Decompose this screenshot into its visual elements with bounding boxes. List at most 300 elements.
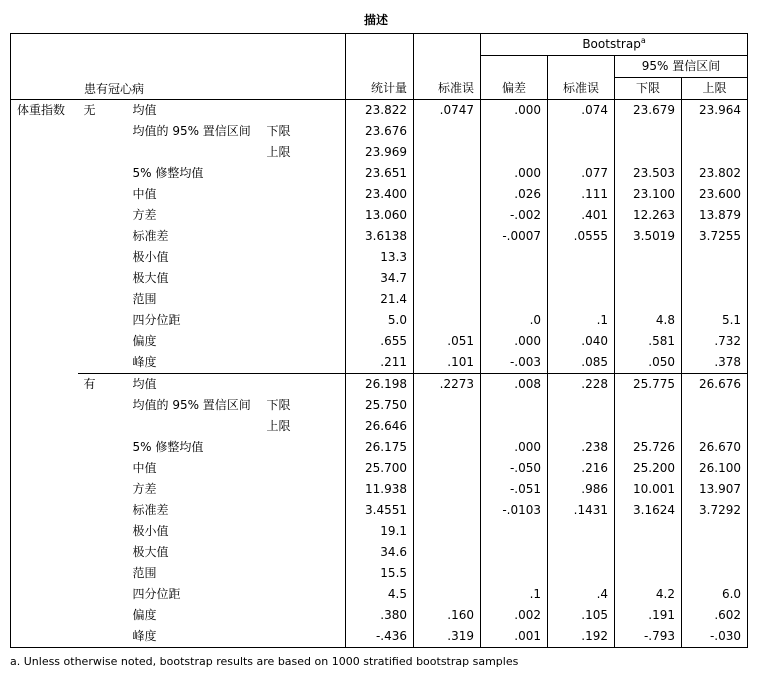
bound-label-cell — [261, 626, 346, 648]
bound-label-cell — [261, 247, 346, 268]
statistic-name-cell — [127, 142, 261, 163]
statistic-name-cell: 方差 — [132, 482, 157, 496]
group-cell — [78, 121, 127, 142]
table-row — [11, 563, 748, 584]
ci-upper-cell: 26.676 — [682, 374, 748, 396]
std-error-cell: .160 — [414, 605, 481, 626]
std-error-cell — [414, 289, 481, 310]
bound-label-cell — [261, 479, 346, 500]
bootstrap-std-error-cell: .111 — [548, 184, 615, 205]
table-row — [11, 289, 748, 310]
bias-cell — [481, 247, 548, 268]
ci-lower-cell — [615, 395, 682, 416]
bias-cell: .002 — [481, 605, 548, 626]
bootstrap-std-error-cell: .0555 — [548, 226, 615, 247]
variable-cell — [11, 121, 78, 142]
bootstrap-header: Bootstrap$^a$ — [481, 34, 748, 56]
statistic-cell: 23.651 — [346, 163, 414, 184]
table-row — [11, 521, 748, 542]
bound-label-cell — [261, 437, 346, 458]
bound-label-cell — [261, 163, 346, 184]
group-cell — [78, 331, 127, 352]
bias-cell — [481, 142, 548, 163]
bound-label-cell — [261, 268, 346, 289]
bootstrap-std-error-cell: .238 — [548, 437, 615, 458]
variable-cell — [11, 458, 78, 479]
bootstrap-std-error-cell: .228 — [548, 374, 615, 396]
variable-cell — [11, 289, 78, 310]
ci-lower-cell: 25.726 — [615, 437, 682, 458]
bound-label-cell — [261, 184, 346, 205]
statistic-cell: 21.4 — [346, 289, 414, 310]
bound-label-cell — [261, 584, 346, 605]
ci-lower-cell — [615, 121, 682, 142]
table-header — [11, 34, 748, 100]
table-row — [11, 205, 748, 226]
bound-label-cell: 下限 — [266, 124, 291, 138]
statistic-cell: .380 — [346, 605, 414, 626]
table-row — [11, 226, 748, 247]
group-cell — [78, 226, 127, 247]
bias-cell — [481, 542, 548, 563]
bound-label-cell — [261, 100, 346, 122]
variable-cell — [11, 626, 78, 648]
bootstrap-std-error-cell: .4 — [548, 584, 615, 605]
std-error-cell: .2273 — [414, 374, 481, 396]
ci-lower-cell: -.793 — [615, 626, 682, 648]
bias-cell: -.050 — [481, 458, 548, 479]
std-error-cell — [414, 542, 481, 563]
group-cell — [78, 247, 127, 268]
std-error-cell — [414, 437, 481, 458]
ci-lower-cell: 10.001 — [615, 479, 682, 500]
bound-label-cell — [261, 205, 346, 226]
std-error-cell — [414, 395, 481, 416]
ci-upper-cell — [682, 247, 748, 268]
std-error-cell: .101 — [414, 352, 481, 374]
ci-lower-cell: .581 — [615, 331, 682, 352]
variable-cell — [11, 521, 78, 542]
ci-upper-cell: .732 — [682, 331, 748, 352]
ci-lower-cell: 3.1624 — [615, 500, 682, 521]
bias-cell: -.0007 — [481, 226, 548, 247]
bootstrap-std-error-cell: .077 — [548, 163, 615, 184]
ci-upper-cell: 23.802 — [682, 163, 748, 184]
statistic-name-cell: 均值的 95% 置信区间 — [132, 124, 251, 138]
statistic-name-cell: 偏度 — [132, 334, 157, 348]
group-cell — [78, 626, 127, 648]
group-cell: 有 — [78, 374, 127, 396]
group-cell — [78, 479, 127, 500]
statistic-cell: 26.646 — [346, 416, 414, 437]
ci-upper-cell — [682, 395, 748, 416]
table-row — [11, 584, 748, 605]
table-row — [11, 163, 748, 184]
table-row — [11, 626, 748, 648]
ci-upper-cell — [682, 416, 748, 437]
statistic-name-cell — [127, 416, 261, 437]
bias-cell: -.051 — [481, 479, 548, 500]
bootstrap-std-error-cell: .105 — [548, 605, 615, 626]
bootstrap-std-error-cell — [548, 542, 615, 563]
bias-header: 偏差 — [481, 56, 548, 100]
bias-cell — [481, 268, 548, 289]
ci-upper-cell: 23.964 — [682, 100, 748, 122]
statistic-cell: 23.676 — [346, 121, 414, 142]
statistic-name-cell: 均值 — [127, 100, 261, 122]
ci-upper-cell — [682, 289, 748, 310]
group-cell — [78, 163, 127, 184]
group-cell — [78, 395, 127, 416]
statistic-name-cell: 标准差 — [132, 503, 169, 517]
table-row — [11, 395, 748, 416]
bound-label-cell — [261, 605, 346, 626]
group-cell — [78, 605, 127, 626]
bias-cell — [481, 416, 548, 437]
ci-header: 95% 置信区间 — [615, 56, 748, 78]
bias-cell: .1 — [481, 584, 548, 605]
bootstrap-std-error-cell — [548, 289, 615, 310]
variable-cell — [11, 584, 78, 605]
bootstrap-std-error-cell: .085 — [548, 352, 615, 374]
ci-upper-cell: 6.0 — [682, 584, 748, 605]
group-cell — [78, 437, 127, 458]
bound-label-cell — [261, 563, 346, 584]
statistic-name-cell: 标准差 — [132, 229, 169, 243]
variable-cell — [11, 163, 78, 184]
table-row — [11, 605, 748, 626]
statistic-name-cell: 均值 — [127, 374, 261, 396]
ci-lower-cell — [615, 268, 682, 289]
bias-cell — [481, 121, 548, 142]
table-row — [11, 142, 748, 163]
bias-cell: .026 — [481, 184, 548, 205]
bound-label-cell — [261, 331, 346, 352]
group-cell: 无 — [78, 100, 127, 122]
ci-upper-cell: 13.907 — [682, 479, 748, 500]
std-error-cell — [414, 521, 481, 542]
ci-lower-cell: .191 — [615, 605, 682, 626]
bootstrap-std-error-cell: .040 — [548, 331, 615, 352]
std-error-cell — [414, 142, 481, 163]
bootstrap-std-error-cell: .401 — [548, 205, 615, 226]
group-cell — [78, 500, 127, 521]
ci-lower-cell — [615, 563, 682, 584]
ci-lower-cell — [615, 247, 682, 268]
ci-upper-cell — [682, 268, 748, 289]
statistic-name-cell: 极大值 — [132, 545, 169, 559]
table-body — [11, 100, 748, 648]
variable-cell — [11, 542, 78, 563]
statistic-cell: 13.3 — [346, 247, 414, 268]
group-cell — [78, 521, 127, 542]
variable-cell — [11, 268, 78, 289]
ci-lower-cell — [615, 416, 682, 437]
group-cell — [78, 458, 127, 479]
std-error-cell — [414, 500, 481, 521]
statistic-cell: 34.6 — [346, 542, 414, 563]
statistic-name-cell: 极大值 — [132, 271, 169, 285]
ci-lower-cell: 12.263 — [615, 205, 682, 226]
bound-label-cell — [261, 226, 346, 247]
bias-cell: .000 — [481, 331, 548, 352]
bound-label-cell: 上限 — [266, 419, 291, 433]
ci-upper-cell — [682, 542, 748, 563]
statistic-cell: 3.4551 — [346, 500, 414, 521]
variable-cell — [11, 310, 78, 331]
upper-header: 上限 — [682, 78, 748, 100]
variable-cell — [11, 352, 78, 374]
bound-label-cell — [261, 374, 346, 396]
bootstrap-std-error-cell — [548, 521, 615, 542]
lower-header: 下限 — [615, 78, 682, 100]
group-cell — [78, 268, 127, 289]
variable-cell — [11, 395, 78, 416]
variable-cell — [11, 205, 78, 226]
bias-cell: .008 — [481, 374, 548, 396]
bound-label-cell — [261, 289, 346, 310]
bound-label-cell — [261, 542, 346, 563]
bootstrap-std-error-cell — [548, 142, 615, 163]
bound-label-cell — [261, 500, 346, 521]
variable-cell — [11, 437, 78, 458]
variable-cell — [11, 331, 78, 352]
bias-cell: .0 — [481, 310, 548, 331]
ci-lower-cell: 23.679 — [615, 100, 682, 122]
table-row — [11, 437, 748, 458]
bias-cell: .000 — [481, 100, 548, 122]
statistic-header: 统计量 — [346, 34, 414, 100]
ci-upper-cell: .378 — [682, 352, 748, 374]
variable-cell — [11, 563, 78, 584]
ci-upper-cell: 3.7292 — [682, 500, 748, 521]
statistic-cell: 26.175 — [346, 437, 414, 458]
ci-lower-cell — [615, 142, 682, 163]
bootstrap-std-error-cell: .192 — [548, 626, 615, 648]
std-error-cell — [414, 163, 481, 184]
ci-upper-cell: 13.879 — [682, 205, 748, 226]
std-error-cell — [414, 205, 481, 226]
statistic-name-cell: 均值的 95% 置信区间 — [132, 398, 251, 412]
statistic-name-cell: 中值 — [132, 461, 157, 475]
statistic-name-cell: 5% 修整均值 — [132, 166, 204, 180]
group-cell — [78, 289, 127, 310]
statistic-name-cell: 峰度 — [132, 355, 157, 369]
ci-upper-cell: 3.7255 — [682, 226, 748, 247]
table-row — [11, 310, 748, 331]
statistic-name-cell: 四分位距 — [132, 313, 181, 327]
table-row — [11, 247, 748, 268]
bootstrap-std-error-header: 标准误 — [548, 56, 615, 100]
group-cell — [78, 205, 127, 226]
statistic-cell: 23.400 — [346, 184, 414, 205]
ci-upper-cell — [682, 521, 748, 542]
ci-upper-cell — [682, 121, 748, 142]
bias-cell — [481, 521, 548, 542]
statistic-cell: 23.969 — [346, 142, 414, 163]
ci-upper-cell: 26.670 — [682, 437, 748, 458]
ci-upper-cell: 23.600 — [682, 184, 748, 205]
variable-cell — [11, 247, 78, 268]
table-row — [11, 458, 748, 479]
header-corner — [11, 34, 346, 100]
statistic-cell: 34.7 — [346, 268, 414, 289]
statistic-name-cell: 5% 修整均值 — [132, 440, 204, 454]
descriptives-table — [10, 33, 748, 648]
group-cell — [78, 142, 127, 163]
bootstrap-std-error-cell: .074 — [548, 100, 615, 122]
statistic-cell: 5.0 — [346, 310, 414, 331]
std-error-cell: .319 — [414, 626, 481, 648]
variable-cell: 体重指数 — [11, 100, 78, 122]
statistic-name-cell: 极小值 — [132, 524, 169, 538]
bootstrap-std-error-cell — [548, 563, 615, 584]
ci-lower-cell: 3.5019 — [615, 226, 682, 247]
std-error-cell — [414, 416, 481, 437]
variable-cell — [11, 226, 78, 247]
statistic-cell: 26.198 — [346, 374, 414, 396]
ci-upper-cell: 26.100 — [682, 458, 748, 479]
bootstrap-std-error-cell — [548, 268, 615, 289]
statistic-cell: .655 — [346, 331, 414, 352]
statistic-name-cell: 峰度 — [132, 629, 157, 643]
variable-cell — [11, 184, 78, 205]
table-row — [11, 184, 748, 205]
statistic-name-cell: 范围 — [132, 292, 157, 306]
statistic-name-cell: 四分位距 — [132, 587, 181, 601]
table-row — [11, 500, 748, 521]
std-error-cell — [414, 584, 481, 605]
bias-cell: -.003 — [481, 352, 548, 374]
variable-cell — [11, 416, 78, 437]
bias-cell — [481, 289, 548, 310]
statistic-cell: 3.6138 — [346, 226, 414, 247]
bound-label-cell — [261, 310, 346, 331]
std-error-cell — [414, 268, 481, 289]
ci-lower-cell: .050 — [615, 352, 682, 374]
group-cell — [78, 584, 127, 605]
std-error-cell: .0747 — [414, 100, 481, 122]
table-row — [11, 331, 748, 352]
bootstrap-std-error-cell — [548, 121, 615, 142]
table-title: 描述 — [363, 13, 388, 27]
bootstrap-std-error-cell: .1 — [548, 310, 615, 331]
group-cell — [78, 310, 127, 331]
bound-label-cell — [261, 458, 346, 479]
variable-cell — [11, 500, 78, 521]
ci-lower-cell: 4.2 — [615, 584, 682, 605]
group-cell — [78, 184, 127, 205]
variable-cell — [11, 605, 78, 626]
table-row — [11, 542, 748, 563]
std-error-header: 标准误 — [414, 34, 481, 100]
statistic-cell: .211 — [346, 352, 414, 374]
bias-cell: .001 — [481, 626, 548, 648]
ci-lower-cell — [615, 289, 682, 310]
variable-cell — [11, 479, 78, 500]
statistic-name-cell: 偏度 — [132, 608, 157, 622]
statistic-name-cell: 范围 — [132, 566, 157, 580]
statistic-cell: 19.1 — [346, 521, 414, 542]
bootstrap-std-error-cell: .1431 — [548, 500, 615, 521]
bootstrap-std-error-cell — [548, 247, 615, 268]
std-error-cell — [414, 479, 481, 500]
statistic-name-cell: 方差 — [132, 208, 157, 222]
group-cell — [78, 563, 127, 584]
std-error-cell — [414, 247, 481, 268]
std-error-cell — [414, 226, 481, 247]
bound-label-cell: 上限 — [266, 145, 291, 159]
ci-upper-cell: .602 — [682, 605, 748, 626]
ci-lower-cell — [615, 542, 682, 563]
bias-cell: -.0103 — [481, 500, 548, 521]
ci-lower-cell: 25.775 — [615, 374, 682, 396]
std-error-cell — [414, 310, 481, 331]
statistic-cell: 25.750 — [346, 395, 414, 416]
ci-upper-cell — [682, 142, 748, 163]
footnote: a. Unless otherwise noted, bootstrap results are based on 1000 stratified bootstrap samples — [10, 655, 519, 668]
ci-lower-cell: 25.200 — [615, 458, 682, 479]
table-row — [11, 268, 748, 289]
bias-cell: .000 — [481, 437, 548, 458]
statistic-cell: 13.060 — [346, 205, 414, 226]
bound-label-cell — [261, 352, 346, 374]
table-row — [11, 416, 748, 437]
statistic-cell: 23.822 — [346, 100, 414, 122]
std-error-cell — [414, 563, 481, 584]
bias-cell: -.002 — [481, 205, 548, 226]
bootstrap-std-error-cell: .216 — [548, 458, 615, 479]
statistic-cell: 4.5 — [346, 584, 414, 605]
table-row — [11, 352, 748, 374]
statistic-cell: 25.700 — [346, 458, 414, 479]
bootstrap-std-error-cell — [548, 395, 615, 416]
std-error-cell — [414, 458, 481, 479]
group-cell — [78, 352, 127, 374]
ci-lower-cell: 4.8 — [615, 310, 682, 331]
std-error-cell: .051 — [414, 331, 481, 352]
ci-lower-cell — [615, 521, 682, 542]
statistic-cell: -.436 — [346, 626, 414, 648]
ci-upper-cell: -.030 — [682, 626, 748, 648]
ci-lower-cell: 23.503 — [615, 163, 682, 184]
table-row — [11, 374, 748, 396]
bootstrap-std-error-cell: .986 — [548, 479, 615, 500]
table-row — [11, 121, 748, 142]
statistic-cell: 15.5 — [346, 563, 414, 584]
group-column-header: 患有冠心病 — [84, 82, 145, 96]
statistic-name-cell: 极小值 — [132, 250, 169, 264]
bias-cell — [481, 395, 548, 416]
group-cell — [78, 416, 127, 437]
ci-lower-cell: 23.100 — [615, 184, 682, 205]
bound-label-cell — [261, 521, 346, 542]
group-cell — [78, 542, 127, 563]
table-row — [11, 100, 748, 122]
ci-upper-cell — [682, 563, 748, 584]
variable-cell — [11, 374, 78, 396]
bootstrap-std-error-cell — [548, 416, 615, 437]
statistic-name-cell: 中值 — [132, 187, 157, 201]
statistic-cell: 11.938 — [346, 479, 414, 500]
bias-cell: .000 — [481, 163, 548, 184]
table-row — [11, 479, 748, 500]
bias-cell — [481, 563, 548, 584]
variable-cell — [11, 142, 78, 163]
std-error-cell — [414, 121, 481, 142]
bound-label-cell: 下限 — [266, 398, 291, 412]
std-error-cell — [414, 184, 481, 205]
